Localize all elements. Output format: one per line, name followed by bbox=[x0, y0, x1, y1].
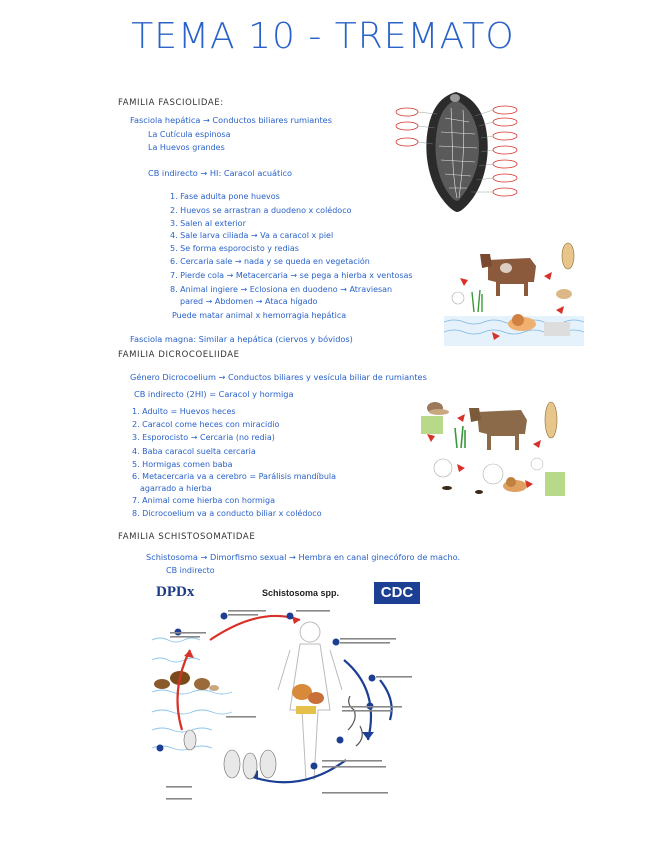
family-heading-fasciolidae: FAMILIA FASCIOLIDAE: bbox=[118, 98, 224, 108]
step-line: 4. Baba caracol suelta cercaria bbox=[132, 447, 256, 456]
step-line: 7. Animal come hierba con hormiga bbox=[132, 496, 275, 505]
step-line: 2. Huevos se arrastran a duodeno x colédoco bbox=[170, 206, 352, 215]
step-line: 6. Metacercaria va a cerebro = Parálisis mandíbula bbox=[132, 472, 337, 481]
schistosoma-line: Schistosoma → Dimorfismo sexual → Hembra en canal ginecóforo de macho. bbox=[146, 552, 461, 562]
family-heading-dicrocoeliidae: FAMILIA DICROCOELIIDAE bbox=[118, 350, 240, 360]
dicrocoelium-life-cycle-figure bbox=[417, 398, 571, 502]
page-title: TEMA 10 - TREMATO bbox=[131, 16, 515, 57]
step-line: 1. Fase adulta pone huevos bbox=[170, 192, 280, 201]
cdc-logo: CDC bbox=[374, 582, 420, 604]
schistosoma-life-cycle-figure bbox=[150, 580, 422, 808]
note-line: Puede matar animal x hemorragia hepática bbox=[172, 311, 347, 320]
step-line: 8. Dicrocoelium va a conducto biliar x colédoco bbox=[132, 509, 322, 518]
trait-line: La Cutícula espinosa bbox=[148, 130, 231, 139]
cycle-line: CB indirecto (2HI) = Caracol y hormiga bbox=[134, 389, 294, 399]
family-heading-schistosomatidae: FAMILIA SCHISTOSOMATIDAE bbox=[118, 532, 256, 542]
step-line: 5. Hormigas comen baba bbox=[132, 460, 233, 469]
step-line: pared → Abdomen → Ataca hígado bbox=[180, 297, 318, 306]
fasciola-anatomy-figure bbox=[393, 88, 520, 216]
step-line: 5. Se forma esporocisto y redias bbox=[170, 244, 299, 253]
step-line: 1. Adulto = Huevos heces bbox=[132, 407, 236, 416]
step-line: 3. Esporocisto → Cercaria (no redia) bbox=[132, 433, 275, 442]
step-line: 3. Salen al exterior bbox=[170, 219, 246, 228]
species-fasciola-magna: Fasciola magna: Similar a hepática (ciervos y bóvidos) bbox=[130, 334, 353, 344]
species-fasciola-hepatica: Fasciola hepática → Conductos biliares rumiantes bbox=[130, 115, 332, 125]
figure-title: Schistosoma spp. bbox=[262, 588, 340, 598]
trait-line: La Huevos grandes bbox=[148, 143, 225, 152]
step-line: 7. Pierde cola → Metacercaria → se pega a hierba x ventosas bbox=[170, 271, 413, 280]
step-line: agarrado a hierba bbox=[140, 484, 212, 493]
step-line: 8. Animal ingiere → Eclosiona en duodeno → Atraviesan bbox=[170, 285, 393, 294]
dpdx-logo: DPDx bbox=[156, 584, 195, 600]
step-line: 2. Caracol come heces con miracidio bbox=[132, 420, 280, 429]
cycle-line: CB indirecto → HI: Caracol acuático bbox=[148, 168, 293, 178]
step-line: 4. Sale larva ciliada → Va a caracol x piel bbox=[170, 231, 334, 240]
genus-dicrocoelium: Género Dicrocoelium → Conductos biliares y vesícula biliar de rumiantes bbox=[130, 372, 427, 382]
fasciola-life-cycle-figure bbox=[444, 236, 584, 346]
step-line: 6. Cercaria sale → nada y se queda en vegetación bbox=[170, 257, 370, 266]
cycle-line: CB indirecto bbox=[166, 566, 215, 575]
